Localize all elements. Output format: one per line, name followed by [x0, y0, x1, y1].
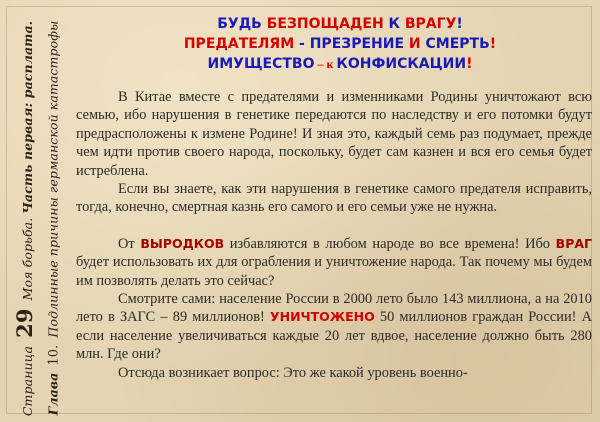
- page-label: Страница: [20, 345, 36, 416]
- page-number: 29: [12, 307, 38, 338]
- chapter-title: Подлинные причины германской катастрофы: [45, 20, 60, 338]
- slogan-line-1: БУДЬ БЕЗПОЩАДЕН К ВРАГУ!: [217, 16, 463, 32]
- highlight-unichtozheno: УНИЧТОЖЕНО: [269, 309, 375, 325]
- paragraph-5: Отсюда возникает вопрос: Это же какой уровень военно-: [118, 364, 468, 381]
- paragraph-4: Смотрите сами: население России в 2000 лето было 143 миллиона, а на 2010 лето в ЗАГС – 89 миллионов! УНИЧТОЖЕНО 50 миллионов граждан России! А если население увеличиваться каждые 20 лет вдвое, население должно быть 280 млн. Где они?: [76, 291, 592, 363]
- paragraph-2: Если вы знаете, как эти нарушения в генетике самого предателя исправить, тогда, конечно, смертная казнь его самого и его семьи уже не нужна.: [76, 181, 592, 216]
- book-title: Моя борьба.: [20, 217, 36, 300]
- chapter-number: 10.: [46, 344, 61, 366]
- running-header-line-1: [10, 20, 40, 416]
- chapter-label: Глава: [45, 372, 60, 416]
- highlight-vyrodkov: ВЫРОДКОВ: [140, 235, 225, 251]
- slogan-line-3: ИМУЩЕСТВО – к КОНФИСКАЦИИ!: [207, 56, 473, 72]
- slogan-header: [130, 14, 550, 74]
- paragraph-3: От ВЫРОДКОВ избавляются в любом народе во все времена! Ибо ВРАГ будет использовать их для ограбления и уничтожение народа. Так почему мы будем им позволять делать это сейчас?: [76, 235, 592, 289]
- part-title: Часть первая: расплата.: [20, 20, 36, 214]
- slogan-line-2: ПРЕДАТЕЛЯМ - ПРЕЗРЕНИЕ И СМЕРТЬ!: [183, 36, 497, 52]
- paragraph-1: В Китае вместе с предателями и изменниками Родины уничтожают всю семью, ибо нарушения в генетике передаются по наследству и его потомки будут предрасположены к измене Родине! И зная это, каждый семь раз подумает, прежде чем идти против своего народа, поскольку, будет сам казнен и вся его семья будет истреблена.: [76, 89, 592, 179]
- running-header-vertical: [6, 20, 70, 416]
- body-text: [76, 88, 592, 382]
- highlight-vrag: ВРАГ: [555, 235, 592, 251]
- running-header-line-2: [38, 20, 68, 416]
